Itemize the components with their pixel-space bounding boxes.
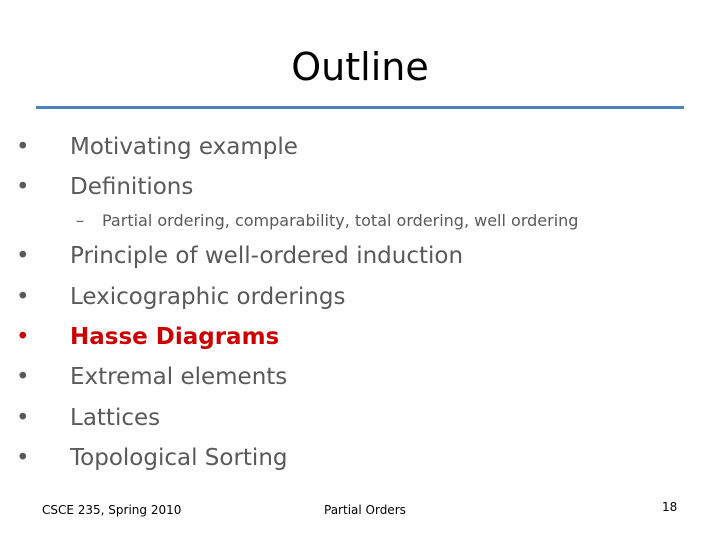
slide-title: Outline: [291, 45, 429, 89]
sub-bullet-item: [76, 208, 578, 232]
footer-course: CSCE 235, Spring 2010: [42, 503, 182, 517]
bullet-item: [16, 131, 298, 163]
bullet-text: Principle of well-ordered induction: [70, 243, 464, 269]
bullet-marker: •: [16, 445, 30, 471]
bullet-text: Lexicographic orderings: [70, 284, 346, 310]
sub-bullet-text: Partial ordering, comparability, total ordering, well ordering: [102, 210, 579, 230]
bullet-text: Topological Sorting: [70, 445, 288, 471]
bullet-item: [16, 171, 193, 203]
bullet-text: Motivating example: [70, 134, 298, 160]
bullet-item: [16, 281, 345, 313]
bullet-marker: •: [16, 243, 30, 269]
page-number: 18: [662, 500, 678, 514]
bullet-item: [16, 402, 160, 434]
bullet-marker: •: [16, 134, 30, 160]
bullet-text: Extremal elements: [70, 364, 288, 390]
bullet-text: Hasse Diagrams: [70, 324, 280, 350]
bullet-item-highlighted: [16, 321, 279, 353]
bullet-marker: •: [16, 174, 30, 200]
bullet-item: [16, 240, 463, 272]
bullet-text: Definitions: [70, 174, 194, 200]
bullet-marker: •: [16, 284, 30, 310]
sub-bullet-marker: –: [76, 210, 84, 230]
bullet-marker: •: [16, 364, 30, 390]
bullet-item: [16, 361, 287, 393]
bullet-marker: •: [16, 324, 30, 350]
bullet-text: Lattices: [70, 405, 161, 431]
bullet-item: [16, 442, 288, 474]
footer-topic: Partial Orders: [324, 503, 406, 517]
bullet-marker: •: [16, 405, 30, 431]
